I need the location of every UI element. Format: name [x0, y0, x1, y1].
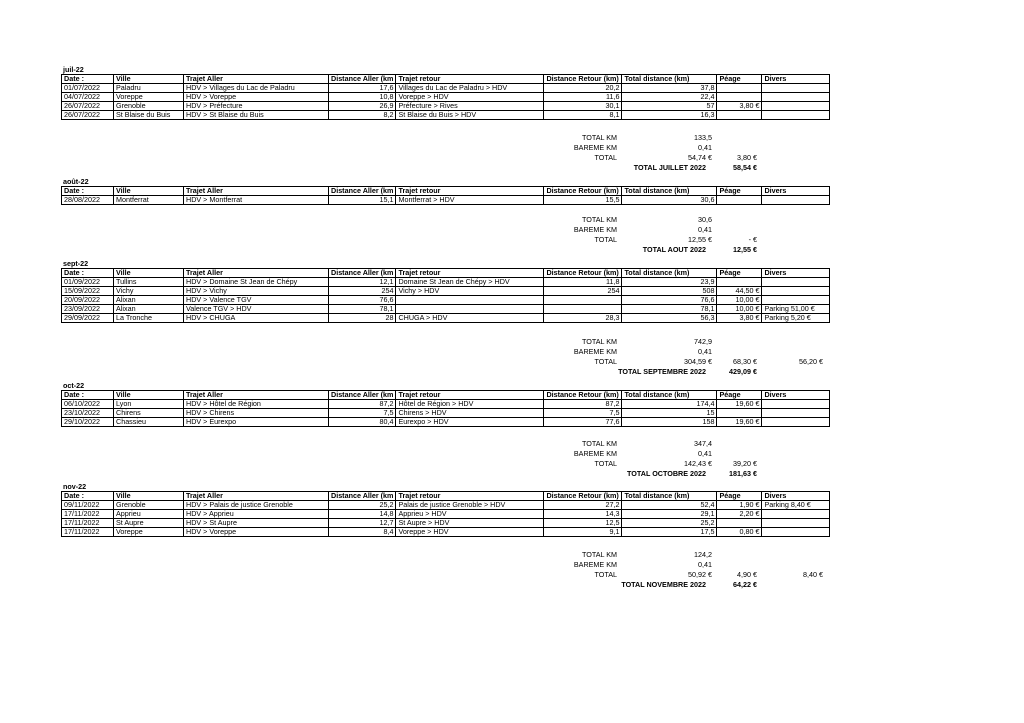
table-cell: HDV > Valence TGV: [184, 296, 329, 305]
table-cell: 254: [329, 287, 396, 296]
table-cell: [762, 510, 830, 519]
column-header: Total distance (km): [622, 391, 717, 400]
table-cell: 30,1: [544, 102, 622, 111]
table-cell: 28: [329, 314, 396, 323]
table-cell: 14,3: [544, 510, 622, 519]
table-header-row: [62, 492, 830, 501]
table-cell: St Blaise du Buis: [114, 111, 184, 120]
table-cell: 29/09/2022: [62, 314, 114, 323]
column-header: Divers: [762, 269, 830, 278]
table-cell: HDV > Voreppe: [184, 93, 329, 102]
table-cell: [762, 528, 830, 537]
expense-table: [61, 268, 830, 323]
table-cell: 11,6: [544, 93, 622, 102]
table-cell: [762, 418, 830, 427]
table-cell: 19,60 €: [717, 418, 762, 427]
table-cell: [396, 305, 544, 314]
table-row: [62, 510, 830, 519]
table-cell: Chassieu: [114, 418, 184, 427]
table-cell: HDV > Eurexpo: [184, 418, 329, 427]
table-cell: Montferrat: [114, 196, 184, 205]
total-km-value: 133,5: [694, 133, 712, 142]
table-cell: Hôtel de Région > HDV: [396, 400, 544, 409]
table-cell: [762, 296, 830, 305]
table-cell: Voreppe > HDV: [396, 93, 544, 102]
column-header: Date :: [62, 187, 114, 196]
table-cell: [762, 278, 830, 287]
table-cell: Alixan: [114, 305, 184, 314]
table-cell: Montferrat > HDV: [396, 196, 544, 205]
column-header: Péage: [717, 492, 762, 501]
table-row: [62, 278, 830, 287]
total-km-value: 30,6: [698, 215, 712, 224]
column-header: Divers: [762, 492, 830, 501]
table-cell: 12,7: [329, 519, 396, 528]
column-header: Ville: [114, 75, 184, 84]
table-cell: 01/07/2022: [62, 84, 114, 93]
table-cell: CHUGA > HDV: [396, 314, 544, 323]
table-cell: 52,4: [622, 501, 717, 510]
table-cell: [717, 519, 762, 528]
table-cell: 06/10/2022: [62, 400, 114, 409]
table-cell: Villages du Lac de Paladru > HDV: [396, 84, 544, 93]
table-cell: [544, 296, 622, 305]
peage-total: 39,20 €: [733, 459, 757, 468]
table-cell: Parking 5,20 €: [762, 314, 830, 323]
table-cell: [396, 296, 544, 305]
peage-total: 68,30 €: [733, 357, 757, 366]
column-header: Ville: [114, 269, 184, 278]
column-header: Trajet Aller: [184, 269, 329, 278]
total-label: TOTAL: [594, 153, 617, 162]
table-cell: HDV > Apprieu: [184, 510, 329, 519]
table-cell: 15: [622, 409, 717, 418]
total-km-label: TOTAL KM: [581, 133, 617, 142]
table-cell: Eurexpo > HDV: [396, 418, 544, 427]
table-cell: HDV > Montferrat: [184, 196, 329, 205]
table-cell: 9,1: [544, 528, 622, 537]
table-cell: 8,2: [329, 111, 396, 120]
grand-total-value: 58,54 €: [733, 163, 757, 172]
column-header: Distance Retour (km): [544, 75, 622, 84]
table-cell: 37,8: [622, 84, 717, 93]
column-header: Distance Aller (km: [329, 269, 396, 278]
table-cell: 174,4: [622, 400, 717, 409]
table-header-row: [62, 75, 830, 84]
table-cell: 26/07/2022: [62, 102, 114, 111]
table-cell: HDV > Palais de justice Grenoble: [184, 501, 329, 510]
table-cell: 57: [622, 102, 717, 111]
table-cell: 04/07/2022: [62, 93, 114, 102]
total-value: 142,43 €: [684, 459, 712, 468]
table-cell: 11,8: [544, 278, 622, 287]
table-cell: 44,50 €: [717, 287, 762, 296]
divers-total: 8,40 €: [803, 570, 823, 579]
table-cell: 17/11/2022: [62, 528, 114, 537]
table-cell: 28/08/2022: [62, 196, 114, 205]
table-header-row: [62, 269, 830, 278]
table-cell: HDV > Hôtel de Région: [184, 400, 329, 409]
table-cell: [717, 93, 762, 102]
expense-table: [61, 74, 830, 120]
column-header: Trajet Aller: [184, 75, 329, 84]
table-cell: 2,20 €: [717, 510, 762, 519]
bareme-label: BAREME KM: [573, 143, 617, 152]
table-cell: 14,8: [329, 510, 396, 519]
table-row: [62, 418, 830, 427]
table-cell: 15/09/2022: [62, 287, 114, 296]
table-cell: HDV > Voreppe: [184, 528, 329, 537]
table-row: [62, 314, 830, 323]
table-cell: 28,3: [544, 314, 622, 323]
column-header: Divers: [762, 75, 830, 84]
total-km-value: 742,9: [694, 337, 712, 346]
table-cell: 76,6: [329, 296, 396, 305]
table-cell: 12,5: [544, 519, 622, 528]
column-header: Date :: [62, 492, 114, 501]
table-cell: 76,6: [622, 296, 717, 305]
column-header: Date :: [62, 391, 114, 400]
table-cell: 17/11/2022: [62, 519, 114, 528]
table-row: [62, 102, 830, 111]
table-cell: 158: [622, 418, 717, 427]
table-cell: HDV > Chirens: [184, 409, 329, 418]
table-cell: 26,9: [329, 102, 396, 111]
bareme-value: 0,41: [698, 560, 712, 569]
expense-table: [61, 186, 830, 205]
table-cell: Grenoble: [114, 102, 184, 111]
table-row: [62, 296, 830, 305]
total-label: TOTAL: [594, 459, 617, 468]
table-cell: Chirens > HDV: [396, 409, 544, 418]
grand-total-label: TOTAL OCTOBRE 2022: [627, 469, 706, 478]
grand-total-value: 181,63 €: [729, 469, 757, 478]
table-cell: Apprieu: [114, 510, 184, 519]
table-row: [62, 84, 830, 93]
table-cell: [762, 400, 830, 409]
table-cell: Voreppe: [114, 528, 184, 537]
column-header: Distance Aller (km: [329, 187, 396, 196]
table-cell: 7,5: [329, 409, 396, 418]
table-cell: 87,2: [544, 400, 622, 409]
bareme-value: 0,41: [698, 143, 712, 152]
total-km-label: TOTAL KM: [581, 215, 617, 224]
column-header: Trajet retour: [396, 391, 544, 400]
table-cell: 29/10/2022: [62, 418, 114, 427]
table-cell: HDV > St Aupre: [184, 519, 329, 528]
table-cell: 23,9: [622, 278, 717, 287]
column-header: Trajet Aller: [184, 187, 329, 196]
column-header: Ville: [114, 187, 184, 196]
total-value: 304,59 €: [684, 357, 712, 366]
table-cell: 25,2: [622, 519, 717, 528]
table-cell: 30,6: [622, 196, 717, 205]
column-header: Péage: [717, 187, 762, 196]
table-cell: 254: [544, 287, 622, 296]
column-header: Total distance (km): [622, 492, 717, 501]
peage-total: 4,90 €: [737, 570, 757, 579]
table-cell: 19,60 €: [717, 400, 762, 409]
table-cell: Vichy: [114, 287, 184, 296]
column-header: Péage: [717, 391, 762, 400]
table-cell: Voreppe > HDV: [396, 528, 544, 537]
table-cell: [762, 519, 830, 528]
table-cell: HDV > St Blaise du Buis: [184, 111, 329, 120]
table-row: [62, 528, 830, 537]
table-cell: 01/09/2022: [62, 278, 114, 287]
table-cell: 1,90 €: [717, 501, 762, 510]
table-cell: 17,5: [622, 528, 717, 537]
column-header: Ville: [114, 492, 184, 501]
table-cell: [762, 111, 830, 120]
table-cell: [762, 409, 830, 418]
table-cell: Tullins: [114, 278, 184, 287]
table-cell: [762, 287, 830, 296]
bareme-label: BAREME KM: [573, 560, 617, 569]
column-header: Divers: [762, 391, 830, 400]
grand-total-label: TOTAL NOVEMBRE 2022: [621, 580, 706, 589]
bareme-label: BAREME KM: [573, 225, 617, 234]
column-header: Trajet retour: [396, 492, 544, 501]
month-title: juil-22: [63, 65, 84, 74]
column-header: Total distance (km): [622, 75, 717, 84]
month-title: nov-22: [63, 482, 87, 491]
table-cell: 12,1: [329, 278, 396, 287]
table-cell: [762, 84, 830, 93]
table-cell: [717, 196, 762, 205]
table-header-row: [62, 391, 830, 400]
table-row: [62, 93, 830, 102]
total-label: TOTAL: [594, 235, 617, 244]
table-cell: Chirens: [114, 409, 184, 418]
table-cell: Parking 51,00 €: [762, 305, 830, 314]
grand-total-value: 429,09 €: [729, 367, 757, 376]
divers-total: 56,20 €: [799, 357, 823, 366]
table-cell: HDV > Vichy: [184, 287, 329, 296]
total-value: 12,55 €: [688, 235, 712, 244]
table-cell: 8,1: [544, 111, 622, 120]
table-cell: St Aupre: [114, 519, 184, 528]
total-km-label: TOTAL KM: [581, 439, 617, 448]
column-header: Total distance (km): [622, 269, 717, 278]
table-cell: HDV > CHUGA: [184, 314, 329, 323]
column-header: Péage: [717, 269, 762, 278]
column-header: Distance Retour (km): [544, 269, 622, 278]
grand-total-label: TOTAL AOUT 2022: [642, 245, 706, 254]
table-row: [62, 519, 830, 528]
column-header: Distance Retour (km): [544, 187, 622, 196]
table-row: [62, 287, 830, 296]
table-cell: 15,1: [329, 196, 396, 205]
column-header: Distance Aller (km: [329, 75, 396, 84]
expense-table: [61, 491, 830, 537]
column-header: Date :: [62, 75, 114, 84]
table-cell: 87,2: [329, 400, 396, 409]
table-cell: 508: [622, 287, 717, 296]
grand-total-label: TOTAL SEPTEMBRE 2022: [618, 367, 706, 376]
table-cell: 23/10/2022: [62, 409, 114, 418]
table-cell: Voreppe: [114, 93, 184, 102]
total-label: TOTAL: [594, 357, 617, 366]
table-cell: St Blaise du Buis > HDV: [396, 111, 544, 120]
table-row: [62, 501, 830, 510]
table-cell: 27,2: [544, 501, 622, 510]
table-cell: 80,4: [329, 418, 396, 427]
peage-total: 3,80 €: [737, 153, 757, 162]
table-cell: HDV > Villages du Lac de Paladru: [184, 84, 329, 93]
table-cell: 10,00 €: [717, 305, 762, 314]
table-cell: 25,2: [329, 501, 396, 510]
bareme-value: 0,41: [698, 225, 712, 234]
column-header: Ville: [114, 391, 184, 400]
table-cell: Vichy > HDV: [396, 287, 544, 296]
bareme-value: 0,41: [698, 347, 712, 356]
column-header: Trajet retour: [396, 269, 544, 278]
column-header: Trajet Aller: [184, 492, 329, 501]
table-cell: Valence TGV > HDV: [184, 305, 329, 314]
table-cell: 10,00 €: [717, 296, 762, 305]
table-cell: Parking 8,40 €: [762, 501, 830, 510]
table-cell: [717, 84, 762, 93]
month-title: août-22: [63, 177, 89, 186]
table-cell: [717, 409, 762, 418]
table-row: [62, 305, 830, 314]
table-cell: 0,80 €: [717, 528, 762, 537]
table-cell: 17,6: [329, 84, 396, 93]
table-cell: 78,1: [622, 305, 717, 314]
table-cell: 09/11/2022: [62, 501, 114, 510]
table-row: [62, 400, 830, 409]
table-cell: Apprieu > HDV: [396, 510, 544, 519]
table-cell: [762, 196, 830, 205]
table-cell: 78,1: [329, 305, 396, 314]
table-cell: Alixan: [114, 296, 184, 305]
table-cell: [717, 278, 762, 287]
table-cell: [762, 102, 830, 111]
column-header: Péage: [717, 75, 762, 84]
table-cell: 20/09/2022: [62, 296, 114, 305]
table-cell: 10,8: [329, 93, 396, 102]
table-cell: 17/11/2022: [62, 510, 114, 519]
total-value: 50,92 €: [688, 570, 712, 579]
column-header: Distance Aller (km: [329, 492, 396, 501]
peage-total: - €: [748, 235, 757, 244]
table-cell: Paladru: [114, 84, 184, 93]
grand-total-value: 12,55 €: [733, 245, 757, 254]
table-cell: Lyon: [114, 400, 184, 409]
total-km-label: TOTAL KM: [581, 337, 617, 346]
total-km-label: TOTAL KM: [581, 550, 617, 559]
table-cell: 3,80 €: [717, 314, 762, 323]
total-label: TOTAL: [594, 570, 617, 579]
grand-total-value: 64,22 €: [733, 580, 757, 589]
table-cell: [717, 111, 762, 120]
table-cell: 8,4: [329, 528, 396, 537]
column-header: Distance Retour (km): [544, 492, 622, 501]
column-header: Distance Aller (km: [329, 391, 396, 400]
table-cell: HDV > Domaine St Jean de Chépy: [184, 278, 329, 287]
table-cell: 15,5: [544, 196, 622, 205]
table-cell: [544, 305, 622, 314]
table-row: [62, 409, 830, 418]
month-title: sept-22: [63, 259, 89, 268]
table-cell: 23/09/2022: [62, 305, 114, 314]
table-cell: 7,5: [544, 409, 622, 418]
table-header-row: [62, 187, 830, 196]
table-cell: 20,2: [544, 84, 622, 93]
column-header: Trajet Aller: [184, 391, 329, 400]
table-cell: [762, 93, 830, 102]
month-title: oct-22: [63, 381, 85, 390]
total-value: 54,74 €: [688, 153, 712, 162]
table-cell: 29,1: [622, 510, 717, 519]
bareme-value: 0,41: [698, 449, 712, 458]
table-cell: HDV > Préfecture: [184, 102, 329, 111]
table-cell: St Aupre > HDV: [396, 519, 544, 528]
column-header: Trajet retour: [396, 187, 544, 196]
table-row: [62, 196, 830, 205]
table-cell: 3,80 €: [717, 102, 762, 111]
grand-total-label: TOTAL JUILLET 2022: [633, 163, 706, 172]
table-cell: La Tronche: [114, 314, 184, 323]
table-cell: Préfecture > Rives: [396, 102, 544, 111]
column-header: Total distance (km): [622, 187, 717, 196]
table-cell: 22,4: [622, 93, 717, 102]
column-header: Trajet retour: [396, 75, 544, 84]
table-cell: 26/07/2022: [62, 111, 114, 120]
table-cell: 16,3: [622, 111, 717, 120]
table-cell: Palais de justice Grenoble > HDV: [396, 501, 544, 510]
table-cell: Grenoble: [114, 501, 184, 510]
table-cell: 77,6: [544, 418, 622, 427]
column-header: Distance Retour (km): [544, 391, 622, 400]
bareme-label: BAREME KM: [573, 347, 617, 356]
expense-table: [61, 390, 830, 427]
column-header: Divers: [762, 187, 830, 196]
bareme-label: BAREME KM: [573, 449, 617, 458]
table-cell: Domaine St Jean de Chépy > HDV: [396, 278, 544, 287]
total-km-value: 347,4: [694, 439, 712, 448]
table-cell: 56,3: [622, 314, 717, 323]
table-row: [62, 111, 830, 120]
total-km-value: 124,2: [694, 550, 712, 559]
column-header: Date :: [62, 269, 114, 278]
